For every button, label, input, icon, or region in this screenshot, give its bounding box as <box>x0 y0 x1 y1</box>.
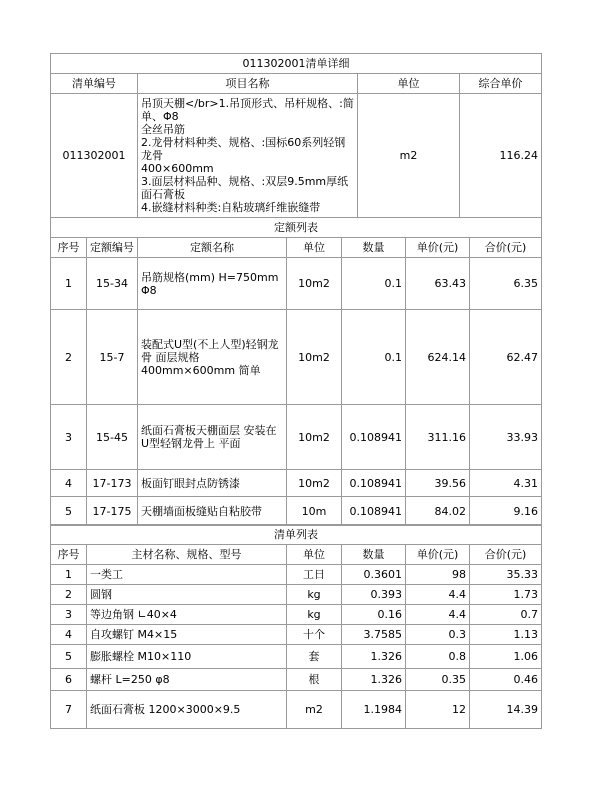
materials-header-unit: 单位 <box>287 545 342 565</box>
bill-price: 116.24 <box>460 94 542 218</box>
quota-header-total: 合价(元) <box>470 238 542 258</box>
material-no: 1 <box>51 565 87 585</box>
quota-name <box>138 470 287 497</box>
quota-no: 4 <box>51 470 87 497</box>
materials-header-qty: 数量 <box>342 545 406 565</box>
material-unit: 根 <box>287 669 342 691</box>
material-name: 一类工 <box>87 565 287 585</box>
quota-qty: 0.108941 <box>342 405 406 470</box>
quota-total: 4.31 <box>470 470 542 497</box>
material-unit: kg <box>287 585 342 605</box>
quota-header-name: 定额名称 <box>138 238 287 258</box>
quota-row <box>51 310 542 405</box>
bill-header-name: 项目名称 <box>138 74 358 94</box>
materials-table <box>50 524 542 729</box>
quota-code: 17-173 <box>87 470 138 497</box>
quota-name-line: 板面钉眼封点防锈漆 <box>141 476 240 490</box>
quota-price: 84.02 <box>406 497 470 526</box>
quota-header-no: 序号 <box>51 238 87 258</box>
bill-desc-line: 吊顶天棚</br>1.吊顶形式、吊杆规格、:简单、Φ8 <box>141 97 354 123</box>
material-total: 1.13 <box>470 625 542 645</box>
quota-qty: 0.108941 <box>342 497 406 526</box>
material-price: 4.4 <box>406 585 470 605</box>
quota-header-code: 定额编号 <box>87 238 138 258</box>
material-no: 4 <box>51 625 87 645</box>
quota-qty: 0.1 <box>342 310 406 405</box>
material-total: 0.7 <box>470 605 542 625</box>
materials-header-no: 序号 <box>51 545 87 565</box>
material-unit: kg <box>287 605 342 625</box>
material-row <box>51 645 542 669</box>
quota-name <box>138 497 287 526</box>
material-price: 0.3 <box>406 625 470 645</box>
material-name: 等边角钢 ∟40×4 <box>87 605 287 625</box>
quota-name <box>138 258 287 310</box>
materials-header-name: 主材名称、规格、型号 <box>87 545 287 565</box>
quota-qty: 0.108941 <box>342 470 406 497</box>
material-unit: 套 <box>287 645 342 669</box>
quota-no: 2 <box>51 310 87 405</box>
bill-desc-line: 全丝吊筋 <box>141 123 185 136</box>
quota-total: 6.35 <box>470 258 542 310</box>
bill-table <box>50 53 542 218</box>
material-price: 0.35 <box>406 669 470 691</box>
quota-unit: 10m2 <box>287 258 342 310</box>
quota-name-line: 装配式U型(不上人型)轻钢龙 <box>141 337 279 351</box>
quota-row <box>51 470 542 497</box>
material-qty: 0.393 <box>342 585 406 605</box>
quota-code: 15-45 <box>87 405 138 470</box>
quota-total: 62.47 <box>470 310 542 405</box>
quota-row <box>51 258 542 310</box>
material-no: 5 <box>51 645 87 669</box>
quota-name <box>138 310 287 405</box>
quota-no: 3 <box>51 405 87 470</box>
material-total: 35.33 <box>470 565 542 585</box>
material-row <box>51 669 542 691</box>
quota-no: 5 <box>51 497 87 526</box>
quota-price: 311.16 <box>406 405 470 470</box>
quota-name-line: U型轻钢龙骨上 平面 <box>141 437 241 450</box>
bill-header-unit: 单位 <box>358 74 460 94</box>
quota-qty: 0.1 <box>342 258 406 310</box>
quota-no: 1 <box>51 258 87 310</box>
quota-price: 39.56 <box>406 470 470 497</box>
material-unit: m2 <box>287 691 342 729</box>
bill-description <box>138 94 358 218</box>
quota-table <box>50 217 542 526</box>
material-row <box>51 565 542 585</box>
material-qty: 1.326 <box>342 645 406 669</box>
material-total: 1.06 <box>470 645 542 669</box>
quota-name-line: 骨 面层规格 <box>141 350 200 364</box>
bill-title: 011302001清单详细 <box>51 54 542 74</box>
material-name: 膨胀螺栓 M10×110 <box>87 645 287 669</box>
quota-code: 17-175 <box>87 497 138 526</box>
quota-unit: 10m2 <box>287 310 342 405</box>
material-total: 1.73 <box>470 585 542 605</box>
quota-name-line: 吊筋规格(mm) H=750mm <box>141 270 279 284</box>
quota-row <box>51 405 542 470</box>
materials-title: 清单列表 <box>51 525 542 545</box>
quota-name-line: Φ8 <box>141 283 157 297</box>
material-name: 螺杆 L=250 φ8 <box>87 669 287 691</box>
quota-unit: 10m2 <box>287 405 342 470</box>
quota-header-unit: 单位 <box>287 238 342 258</box>
material-qty: 1.326 <box>342 669 406 691</box>
material-price: 0.8 <box>406 645 470 669</box>
quota-price: 624.14 <box>406 310 470 405</box>
quota-code: 15-34 <box>87 258 138 310</box>
material-total: 14.39 <box>470 691 542 729</box>
quota-header-price: 单价(元) <box>406 238 470 258</box>
material-qty: 0.3601 <box>342 565 406 585</box>
quota-name-line: 纸面石膏板天棚面层 安装在 <box>141 424 277 437</box>
material-row <box>51 691 542 729</box>
material-unit: 工日 <box>287 565 342 585</box>
bill-desc-line: 2.龙骨材料种类、规格、:国标60系列轻钢龙骨 <box>141 136 346 162</box>
material-name: 纸面石膏板 1200×3000×9.5 <box>87 691 287 729</box>
materials-header-price: 单价(元) <box>406 545 470 565</box>
material-row <box>51 585 542 605</box>
quota-unit: 10m <box>287 497 342 526</box>
quota-unit: 10m2 <box>287 470 342 497</box>
quota-price: 63.43 <box>406 258 470 310</box>
quota-code: 15-7 <box>87 310 138 405</box>
material-no: 2 <box>51 585 87 605</box>
material-qty: 0.16 <box>342 605 406 625</box>
quota-name <box>138 405 287 470</box>
material-name: 圆钢 <box>87 585 287 605</box>
bill-desc-line: 4.嵌缝材料种类:自粘玻璃纤维嵌缝带 <box>141 201 321 214</box>
material-qty: 1.1984 <box>342 691 406 729</box>
quota-total: 9.16 <box>470 497 542 526</box>
material-row <box>51 605 542 625</box>
bill-desc-line: 400×600mm <box>141 162 214 175</box>
quota-name-line: 400mm×600mm 简单 <box>141 363 261 377</box>
material-row <box>51 625 542 645</box>
material-unit: 十个 <box>287 625 342 645</box>
material-no: 6 <box>51 669 87 691</box>
material-price: 98 <box>406 565 470 585</box>
quota-title: 定额列表 <box>51 218 542 238</box>
quota-name-line: 天棚墙面板缝贴自粘胶带 <box>141 504 262 518</box>
material-price: 12 <box>406 691 470 729</box>
quota-row <box>51 497 542 526</box>
bill-header-code: 清单编号 <box>51 74 138 94</box>
material-total: 0.46 <box>470 669 542 691</box>
bill-desc-line: 3.面层材料品种、规格、:双层9.5mm厚纸面石膏板 <box>141 175 349 201</box>
bill-code: 011302001 <box>51 94 138 218</box>
material-name: 自攻螺钉 M4×15 <box>87 625 287 645</box>
material-no: 3 <box>51 605 87 625</box>
material-qty: 3.7585 <box>342 625 406 645</box>
bill-unit: m2 <box>358 94 460 218</box>
quota-header-qty: 数量 <box>342 238 406 258</box>
materials-header-total: 合价(元) <box>470 545 542 565</box>
material-no: 7 <box>51 691 87 729</box>
material-price: 4.4 <box>406 605 470 625</box>
bill-header-price: 综合单价 <box>460 74 542 94</box>
quota-total: 33.93 <box>470 405 542 470</box>
